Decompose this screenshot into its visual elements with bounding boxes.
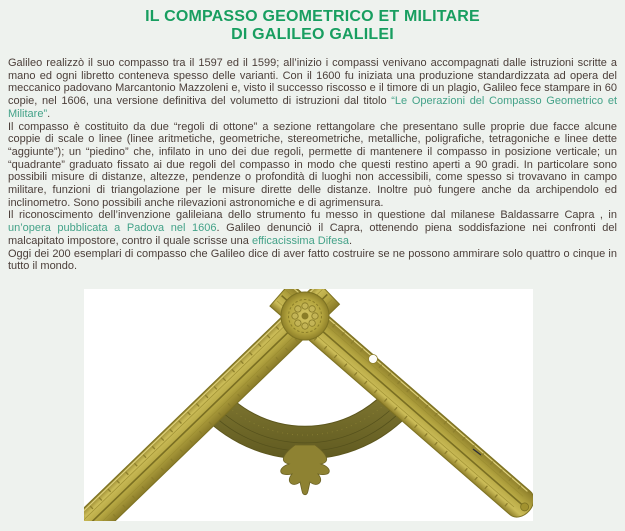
link-difesa[interactable]: efficacissima Difesa <box>251 234 349 247</box>
paragraph-history-after: . <box>47 107 51 120</box>
hinge-rosette <box>281 292 329 340</box>
page-title-line1: IL COMPASSO GEOMETRICO ET MILITARE <box>145 8 480 25</box>
paragraph-capra-text2: . Galileo denunciò il Capra, ottenendo piena soddisfazione nei confronti del malcapitato impostore, contro il quale scrisse una <box>8 222 617 247</box>
compass-photo <box>84 289 533 521</box>
paragraph-history-text: Galileo realizzò il suo compasso tra il 1597 ed il 1599; all’inizio i compassi venivano accompagnati dalle istruzioni scritte a mano ed ogni libretto conteneva spesso delle varianti. Con il 1600 fu iniziata una produzione standardizzata ad opera del meccanico padovano Marcantonio Mazzoleni e, visto il successo riscosso e il timore di un plagio, Galileo fece stampare in 60 copie, nel 1606, una versione definitiva del volumetto di istruzioni dal titolo <box>8 57 617 108</box>
paragraph-exemplars <box>8 248 617 273</box>
paragraph-capra-text3: . <box>348 234 353 247</box>
compass-illustration <box>84 289 533 521</box>
paragraph-description <box>8 121 617 210</box>
page-title-line2: DI GALILEO GALILEI <box>231 26 394 43</box>
paragraph-capra <box>8 209 617 247</box>
paragraph-description-text: Il compasso è costituito da due “regoli di ottone” a sezione rettangolare che presentano sulle proprie due facce alcune coppie di scale o linee (linee aritmetiche, geometriche, stereometriche, metalliche, poligrafiche, tetragoniche e linee dette “aggiunte”); un “piedino” che, infilato in uno dei due regoli, permette di mantenere il compasso in posizione verticale; un “quadrante” graduato fissato ai due regoli del compasso in modo che questi restino aperti a 90 gradi. In particolare sono possibili misure di distanze, altezze, pendenze o profondità di luoghi non accessibili, come spesso si trovavano in campo militare, funzioni di triangolazione per le misure dirette delle distanze. Inoltre può fungere anche da archipendolo ed inclinometro. Sono possibili anche rilevazioni astronomiche e di agrimensura. <box>8 120 617 209</box>
leg-hole <box>369 354 378 363</box>
paragraph-history <box>8 57 617 121</box>
paragraph-capra-text1: Il riconoscimento dell’invenzione galileiana dello strumento fu messo in questione dal milanese Baldassarre Capra , in <box>8 209 617 222</box>
article-text <box>8 57 617 273</box>
page-title <box>0 8 625 44</box>
link-le-operazioni[interactable]: “Le Operazioni del Compasso Geometrico et Militare” <box>8 95 617 120</box>
paragraph-exemplars-text: Oggi dei 200 esemplari di compasso che Galileo dice di aver fatto costruire se ne possono ammirare solo quattro o cinque in tutto il mondo. <box>8 247 617 273</box>
finial-ornament <box>281 445 330 495</box>
link-opera-padova[interactable]: un’opera pubblicata a Padova nel 1606 <box>8 222 217 235</box>
